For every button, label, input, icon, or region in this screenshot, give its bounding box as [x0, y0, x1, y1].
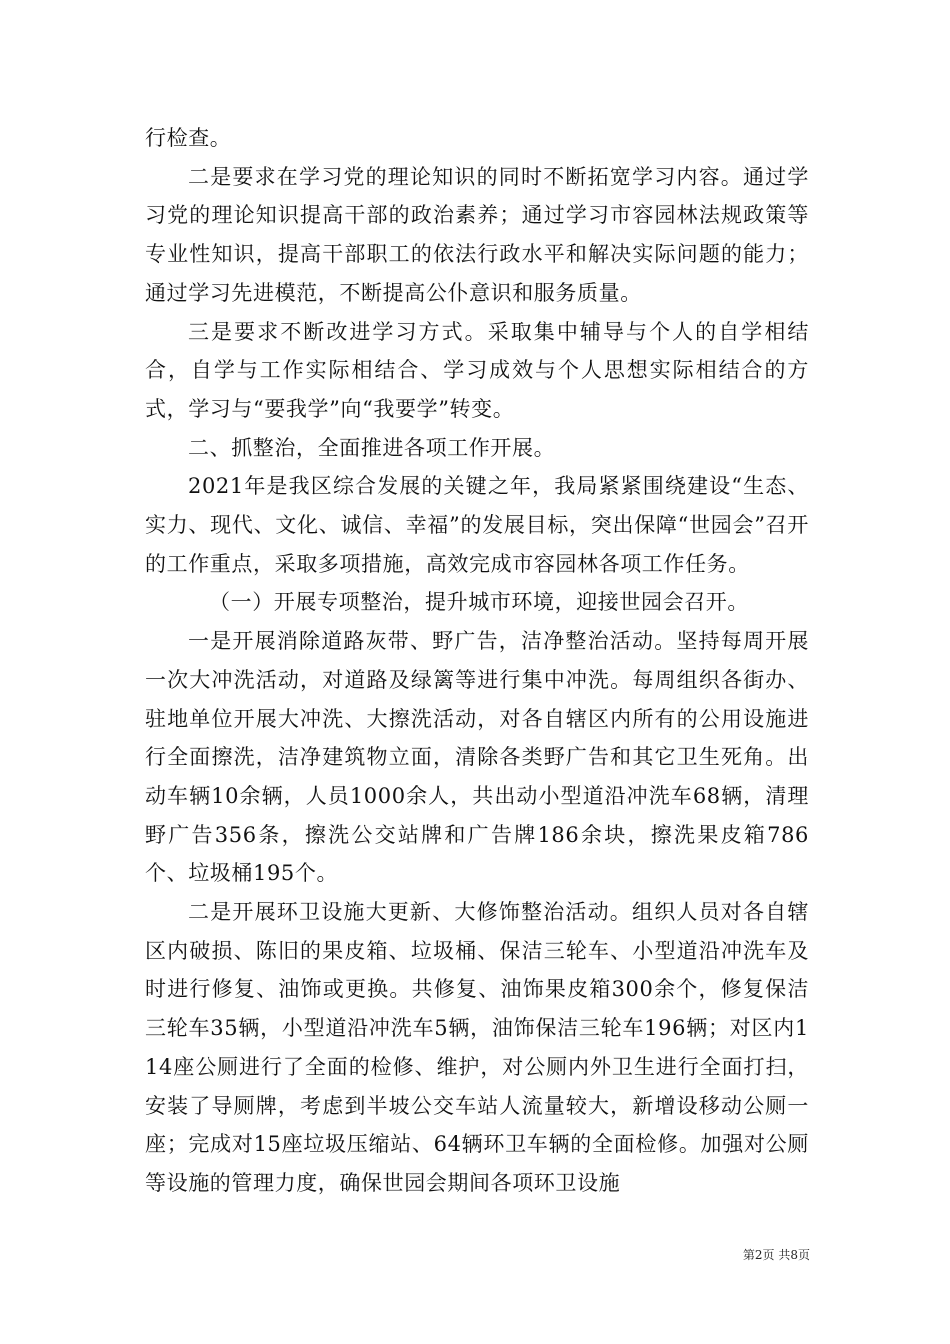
paragraph-facility-renewal: 二是开展环卫设施大更新、大修饰整治活动。组织人员对各自辖区内破损、陈旧的果皮箱、垃圾桶、保洁三轮车、小型道沿冲洗车及时进行修复、油饰或更换。共修复、油饰果皮箱300余个，修复保洁三轮车35辆，小型道沿冲洗车5辆，油饰保洁三轮车196辆；对区内114座公厕进行了全面的检修、维护，对公厕内外卫生进行全面打扫，安装了导厕牌，考虑到半坡公交车站人流量较大，新增设移动公厕一座；完成对15座垃圾压缩站、64辆环卫车辆的全面检修。加强对公厕等设施的管理力度，确保世园会期间各项环卫设施: [145, 900, 809, 1195]
document-body: [145, 119, 809, 1203]
paragraph-study-method: 三是要求不断改进学习方式。采取集中辅导与个人的自学相结合，自学与工作实际相结合、学习成效与个人思想实际相结合的方式，学习与“要我学”向“我要学”转变。: [145, 319, 809, 421]
paragraph-road-cleaning: 一是开展消除道路灰带、野广告，洁净整治活动。坚持每周开展一次大冲洗活动，对道路及绿篱等进行集中冲洗。每周组织各街办、驻地单位开展大冲洗、大擦洗活动，对各自辖区内所有的公用设施进行全面擦洗，洁净建筑物立面，清除各类野广告和其它卫生死角。出动车辆10余辆，人员1000余人，共出动小型道沿冲洗车68辆，清理野广告356条，擦洗公交站牌和广告牌186余块，擦洗果皮箱786个、垃圾桶195个。: [145, 629, 809, 886]
paragraph-2021-overview: 2021年是我区综合发展的关键之年，我局紧紧围绕建设“生态、实力、现代、文化、诚信、幸福”的发展目标，突出保障“世园会”召开的工作重点，采取多项措施，高效完成市容园林各项工作任务。: [145, 474, 809, 576]
section-heading-rectification: 二、抓整治，全面推进各项工作开展。: [188, 435, 556, 460]
paragraph-study-content: 二是要求在学习党的理论知识的同时不断拓宽学习内容。通过学习党的理论知识提高干部的政治素养；通过学习市容园林法规政策等专业性知识，提高干部职工的依法行政水平和解决实际问题的能力；通过学习先进模范，不断提高公仆意识和服务质量。: [145, 164, 809, 305]
page-number: 第2页 共8页: [742, 1248, 810, 1262]
paragraph-continuation: 行检查。: [145, 126, 232, 150]
subsection-heading-special-rectification: （一）开展专项整治，提升城市环境，迎接世园会召开。: [209, 590, 749, 615]
